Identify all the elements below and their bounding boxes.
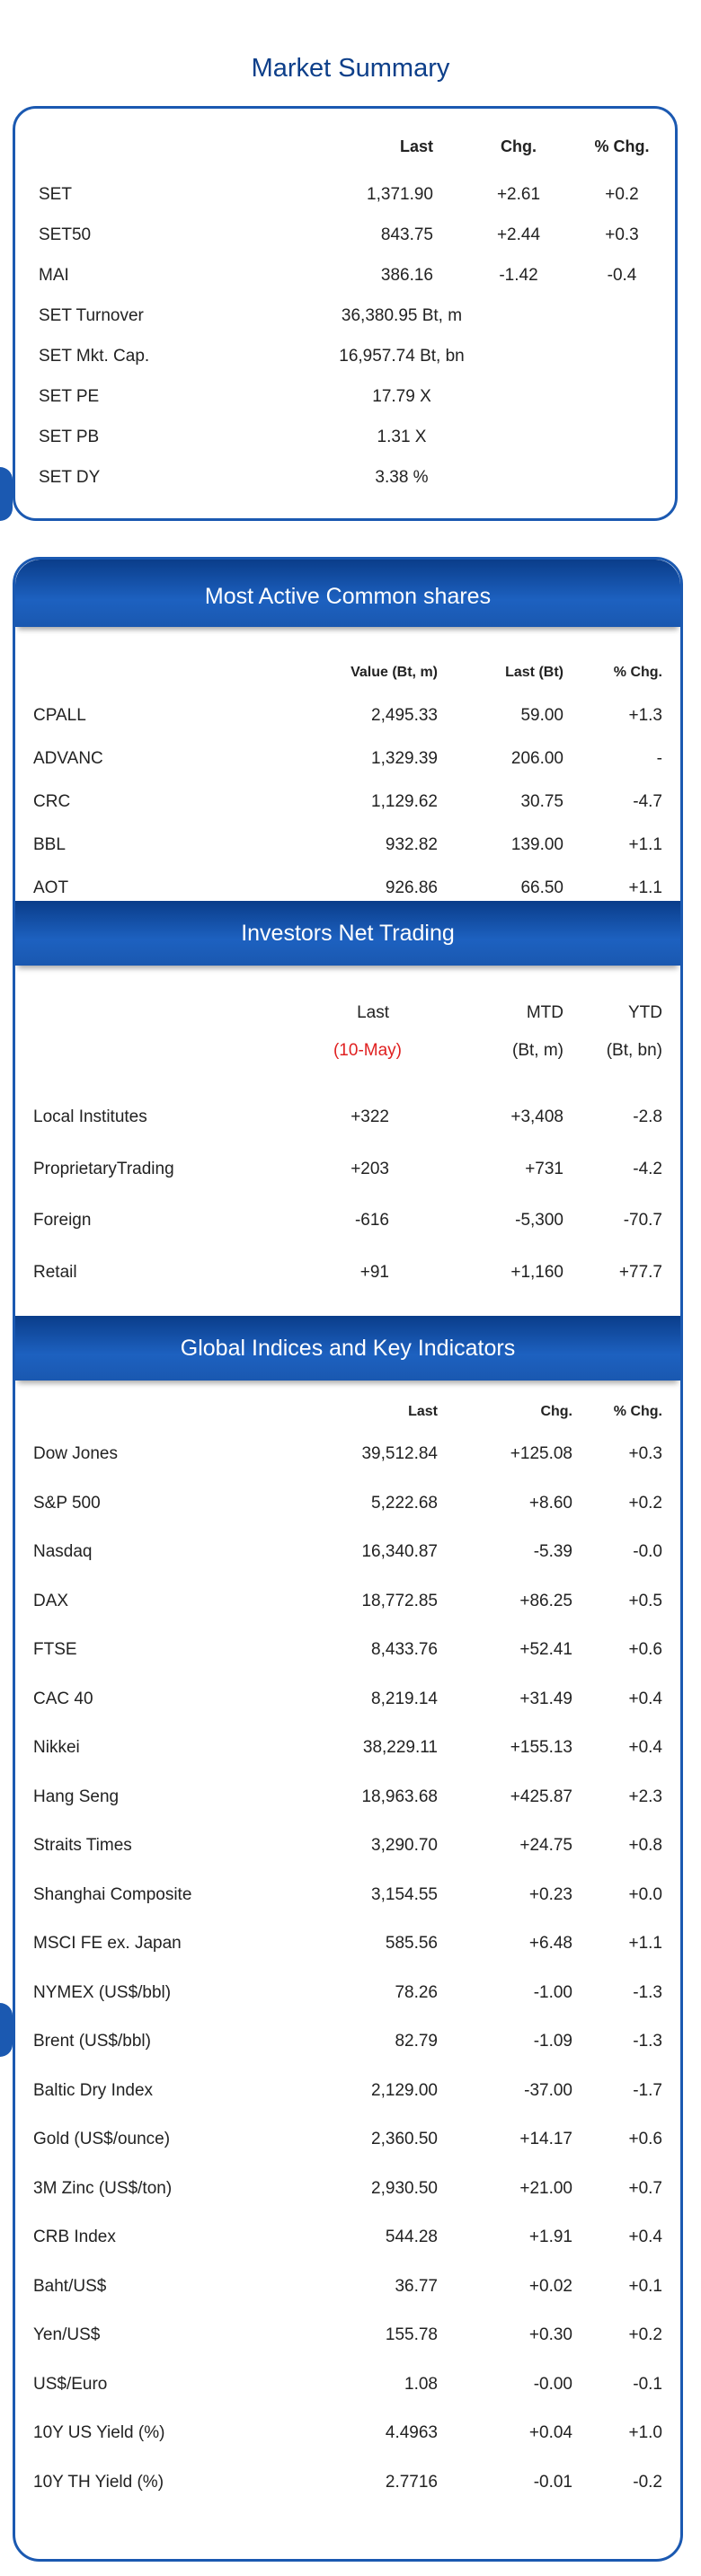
gl-row-last: 155.78	[385, 2325, 438, 2344]
gl-row-chg: +21.00	[519, 2178, 572, 2198]
market-data-panel	[13, 557, 683, 2562]
gl-row-name: 3M Zinc (US$/ton)	[33, 2178, 173, 2198]
gl-row-chg: +86.25	[519, 1591, 572, 1610]
gl-row-chg: +0.02	[528, 2276, 572, 2296]
inv-row-name: ProprietaryTrading	[33, 1159, 174, 1178]
global-title: Global Indices and Key Indicators	[15, 1316, 680, 1381]
ma-row-name: BBL	[33, 835, 66, 854]
ma-row-last: 66.50	[520, 878, 563, 897]
gl-row-name: Baht/US$	[33, 2276, 107, 2296]
gl-row-name: US$/Euro	[33, 2374, 108, 2394]
gl-row-pct: +0.8	[628, 1836, 662, 1855]
gl-row-last: 36.77	[395, 2276, 438, 2296]
ms-row-last: 17.79 X	[372, 387, 431, 406]
gl-row-last: 585.56	[385, 1934, 438, 1953]
gl-row-last: 82.79	[395, 2032, 438, 2051]
ms-row-name: SET50	[39, 225, 92, 244]
gl-row-pct: +0.6	[628, 1640, 662, 1659]
inv-row-ytd: +77.7	[618, 1262, 662, 1282]
gl-row-chg: +52.41	[519, 1640, 572, 1659]
ms-row-chg: -1.42	[499, 266, 538, 285]
gl-row-chg: +31.49	[519, 1689, 572, 1708]
ms-row-chg: +2.44	[496, 225, 541, 244]
inv-row-name: Foreign	[33, 1211, 92, 1230]
ma-row-last: 30.75	[520, 792, 563, 811]
ms-row-name: SET PB	[39, 428, 100, 446]
gl-row-last: 18,963.68	[361, 1786, 438, 1806]
most-active-title: Most Active Common shares	[15, 560, 680, 627]
ma-row-last: 206.00	[510, 749, 563, 768]
ms-row-last: 1,371.90	[367, 185, 433, 204]
ms-row-name: SET	[39, 185, 72, 204]
gl-row-name: Shanghai Composite	[33, 1884, 192, 1904]
gl-row-pct: +2.3	[628, 1786, 662, 1806]
inv-row-name: Local Institutes	[33, 1107, 147, 1126]
gl-row-last: 2.7716	[385, 2472, 438, 2492]
ma-row-pct: +1.1	[628, 835, 662, 854]
gl-row-name: Brent (US$/bbl)	[33, 2032, 151, 2051]
ma-row-last: 139.00	[510, 835, 563, 854]
gl-row-last: 78.26	[395, 1982, 438, 2002]
ms-row-name: SET Turnover	[39, 306, 144, 325]
inv-row-mtd: -5,300	[515, 1211, 563, 1230]
inv-row-name: Retail	[33, 1262, 77, 1282]
gl-row-pct: -0.0	[633, 1542, 662, 1561]
gl-row-pct: -0.2	[633, 2472, 662, 2492]
ms-header-chg: Chg.	[501, 137, 537, 155]
market-summary-panel	[13, 106, 678, 521]
gl-row-last: 3,154.55	[371, 1884, 438, 1904]
ms-row-last: 16,957.74 Bt, bn	[339, 347, 465, 366]
ms-row-name: SET Mkt. Cap.	[39, 347, 150, 366]
ma-row-pct: -4.7	[633, 792, 662, 811]
gl-row-chg: -5.39	[533, 1542, 572, 1561]
gl-row-name: CAC 40	[33, 1689, 93, 1708]
inv-row-ytd: -70.7	[623, 1211, 662, 1230]
gl-row-chg: +6.48	[528, 1934, 572, 1953]
gl-row-pct: +0.2	[628, 1493, 662, 1513]
ms-row-chg: +2.61	[496, 185, 541, 204]
gl-row-last: 16,340.87	[361, 1542, 438, 1561]
gl-header-pct: % Chg.	[613, 1404, 662, 1419]
inv-header-mtd: MTD	[526, 1003, 563, 1022]
gl-row-pct: +0.6	[628, 2130, 662, 2148]
ms-row-name: SET DY	[39, 468, 101, 487]
left-edge-decoration	[0, 467, 13, 521]
gl-row-chg: -0.01	[533, 2472, 572, 2492]
gl-header-chg: Chg.	[540, 1404, 572, 1419]
gl-row-pct: +0.5	[628, 1591, 662, 1610]
ma-row-value: 1,329.39	[371, 749, 438, 768]
inv-subheader-date: (10-May)	[333, 1041, 402, 1060]
gl-row-last: 2,930.50	[371, 2178, 438, 2198]
ma-row-name: ADVANC	[33, 749, 103, 768]
ma-row-value: 2,495.33	[371, 706, 438, 725]
gl-row-last: 2,360.50	[371, 2130, 438, 2148]
ma-row-name: AOT	[33, 878, 69, 897]
gl-row-name: Straits Times	[33, 1836, 132, 1855]
gl-row-chg: -1.00	[533, 1982, 572, 2002]
ma-row-name: CRC	[33, 792, 71, 811]
ms-row-pct: +0.2	[605, 185, 639, 204]
gl-row-name: Nasdaq	[33, 1542, 93, 1561]
gl-row-pct: +0.2	[628, 2325, 662, 2344]
gl-row-last: 38,229.11	[362, 1738, 438, 1757]
gl-row-name: Yen/US$	[33, 2325, 101, 2344]
inv-row-mtd: +1,160	[510, 1262, 563, 1282]
inv-row-last: -616	[354, 1211, 389, 1230]
gl-row-name: Gold (US$/ounce)	[33, 2130, 171, 2148]
ms-row-pct: +0.3	[605, 225, 639, 244]
inv-row-mtd: +3,408	[510, 1107, 563, 1126]
ms-row-last: 36,380.95 Bt, m	[341, 306, 463, 325]
gl-row-chg: +125.08	[510, 1444, 572, 1463]
gl-row-name: Hang Seng	[33, 1786, 120, 1806]
gl-row-name: 10Y TH Yield (%)	[33, 2472, 164, 2492]
gl-row-last: 544.28	[385, 2228, 438, 2246]
gl-row-name: CRB Index	[33, 2228, 116, 2246]
page-title: Market Summary	[251, 54, 450, 83]
gl-row-chg: +8.60	[528, 1493, 572, 1513]
investors-title: Investors Net Trading	[15, 901, 680, 966]
ms-row-last: 3.38 %	[375, 468, 429, 487]
inv-header-ytd: YTD	[628, 1003, 662, 1022]
gl-row-last: 3,290.70	[371, 1836, 438, 1855]
gl-row-chg: +1.91	[528, 2228, 572, 2246]
ma-row-value: 932.82	[385, 835, 438, 854]
gl-row-chg: +0.23	[528, 1884, 572, 1904]
gl-row-last: 5,222.68	[371, 1493, 438, 1513]
gl-row-name: Dow Jones	[33, 1444, 118, 1463]
inv-subheader-ytd: (Bt, bn)	[606, 1041, 662, 1060]
ms-row-last: 843.75	[380, 225, 433, 244]
inv-row-ytd: -4.2	[633, 1159, 662, 1178]
gl-row-chg: +425.87	[510, 1786, 572, 1806]
ma-header-last: Last (Bt)	[505, 665, 563, 680]
gl-row-pct: +1.1	[628, 1934, 662, 1953]
gl-row-chg: -0.00	[533, 2374, 572, 2394]
gl-row-last: 8,219.14	[371, 1689, 438, 1708]
gl-row-chg: -1.09	[533, 2032, 572, 2051]
gl-row-name: NYMEX (US$/bbl)	[33, 1982, 172, 2002]
gl-row-name: Nikkei	[33, 1738, 80, 1757]
gl-row-pct: +0.7	[628, 2178, 662, 2198]
inv-row-last: +322	[350, 1107, 389, 1126]
ma-header-pct: % Chg.	[613, 665, 662, 680]
ma-row-pct: -	[656, 749, 662, 768]
left-edge-decoration	[0, 2003, 13, 2057]
inv-subheader-mtd: (Bt, m)	[512, 1041, 563, 1060]
gl-row-pct: -0.1	[633, 2374, 662, 2394]
gl-row-last: 18,772.85	[361, 1591, 438, 1610]
gl-row-pct: +0.3	[628, 1444, 662, 1463]
ma-header-value: Value (Bt, m)	[350, 665, 438, 680]
inv-row-mtd: +731	[525, 1159, 563, 1178]
ma-row-value: 1,129.62	[371, 792, 438, 811]
gl-row-pct: -1.7	[633, 2080, 662, 2100]
gl-row-pct: +0.0	[628, 1884, 662, 1904]
ms-row-name: SET PE	[39, 387, 100, 406]
gl-row-pct: +0.1	[628, 2276, 662, 2296]
ms-header-pct: % Chg.	[594, 137, 650, 155]
gl-row-chg: +24.75	[519, 1836, 572, 1855]
gl-row-pct: -1.3	[633, 2032, 662, 2051]
gl-row-pct: +0.4	[628, 2228, 662, 2246]
gl-header-last: Last	[408, 1404, 438, 1419]
gl-row-pct: -1.3	[633, 1982, 662, 2002]
ms-header-last: Last	[399, 137, 433, 155]
gl-row-name: S&P 500	[33, 1493, 101, 1513]
gl-row-chg: -37.00	[524, 2080, 572, 2100]
ma-row-pct: +1.1	[628, 878, 662, 897]
gl-row-pct: +1.0	[628, 2423, 662, 2442]
gl-row-name: FTSE	[33, 1640, 77, 1659]
ms-row-last: 386.16	[380, 266, 433, 285]
gl-row-pct: +0.4	[628, 1689, 662, 1708]
inv-header-last: Last	[357, 1003, 389, 1022]
ms-row-name: MAI	[39, 266, 69, 285]
gl-row-chg: +0.30	[528, 2325, 572, 2344]
ma-row-value: 926.86	[385, 878, 438, 897]
gl-row-name: Baltic Dry Index	[33, 2080, 154, 2100]
gl-row-name: 10Y US Yield (%)	[33, 2423, 165, 2442]
inv-row-ytd: -2.8	[633, 1107, 662, 1126]
gl-row-last: 39,512.84	[361, 1444, 438, 1463]
ma-row-last: 59.00	[520, 706, 563, 725]
gl-row-name: DAX	[33, 1591, 69, 1610]
gl-row-last: 2,129.00	[371, 2080, 438, 2100]
ms-row-last: 1.31 X	[377, 428, 427, 446]
ms-row-pct: -0.4	[607, 266, 637, 285]
gl-row-chg: +0.04	[528, 2423, 572, 2442]
ma-row-pct: +1.3	[628, 706, 662, 725]
inv-row-last: +203	[350, 1159, 389, 1178]
gl-row-last: 8,433.76	[371, 1640, 438, 1659]
gl-row-last: 4.4963	[385, 2423, 438, 2442]
ma-row-name: CPALL	[33, 706, 86, 725]
gl-row-chg: +155.13	[510, 1738, 572, 1757]
inv-row-last: +91	[359, 1262, 389, 1282]
gl-row-chg: +14.17	[519, 2130, 572, 2148]
gl-row-last: 1.08	[404, 2374, 438, 2394]
gl-row-pct: +0.4	[628, 1738, 662, 1757]
gl-row-name: MSCI FE ex. Japan	[33, 1934, 182, 1953]
